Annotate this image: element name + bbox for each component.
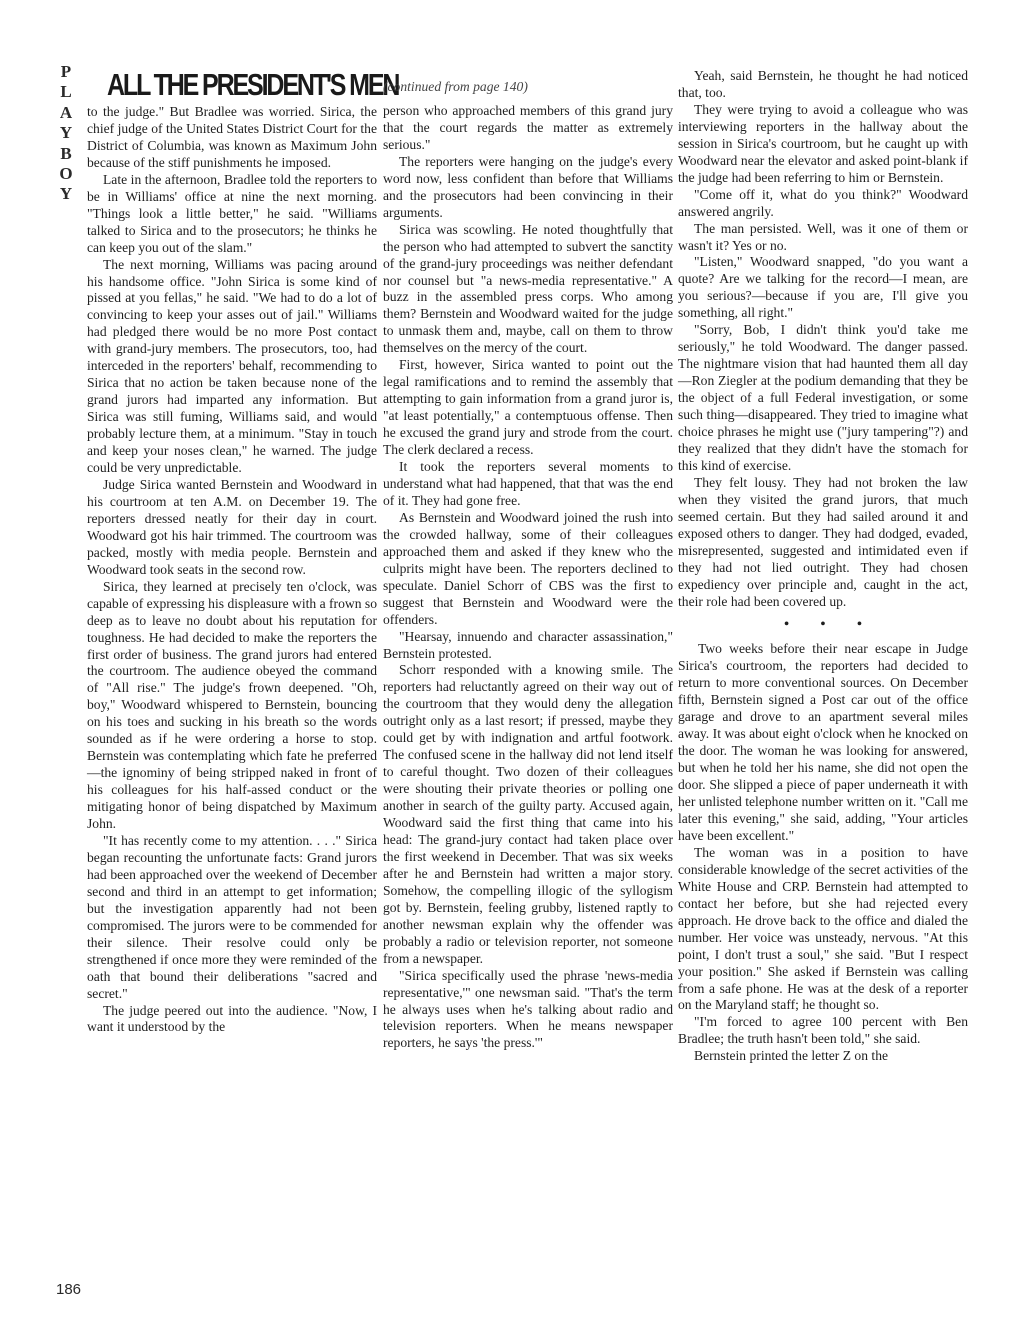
paragraph: "Come off it, what do you think?" Woodward answered angrily. — [678, 186, 968, 219]
paragraph: It took the reporters several moments to understand what had happened, that that was the end of it. They had gone free. — [383, 459, 673, 508]
magazine-letter: O — [59, 164, 73, 184]
paragraph: to the judge." But Bradlee was worried. Sirica, the chief judge of the United States District Court for the District of Columbia, was known as Maximum John because of the stiff punishments he imposed. — [87, 104, 377, 170]
paragraph: Sirica, they learned at precisely ten o'clock, was capable of expressing his displeasure with a frown so deep as to leave no doubt about his reputation for toughness. He had decided to make the reporters the first order of business. The grand jurors had entered the courtroom. The audience obeyed the command of "All rise." The judge's frown deepened. "Oh, boy," Woodward whispered to Bernstein, bouncing on his toes and sucking in his breath so the words sounded as if he were ordering a horse to stop. Bernstein was contemplating which fate he preferred—the ignominy of being stripped naked in front of his colleagues for his half-assed conduct or the mitigating honor of being dispatched by Maximum John. — [87, 578, 377, 832]
article-column-3 — [678, 68, 968, 1065]
magazine-letter: P — [60, 62, 72, 81]
paragraph: As Bernstein and Woodward joined the rush into the crowded hallway, some of their colleagues approached them and asked if they knew who the culprits might have been. The reporters declined to speculate. Daniel Schorr of CBS was the first to suggest that Bernstein and Woodward were the offenders. — [383, 509, 673, 627]
paragraph: "Sorry, Bob, I didn't think you'd take me seriously," he told Woodward. The danger passed. The nightmare vision that had haunted them all day—Ron Ziegler at the podium demanding that they be the object of a full Federal investigation, or some such thing—disappeared. They tried to imagine what choice phrases he might use ("jury tampering"?) and they realized that they didn't have the stomach for this kind of exercise. — [678, 322, 968, 473]
paragraph: Sirica was scowling. He noted thoughtfully that the person who had attempted to subvert the sanctity of the grand-jury proceedings was neither defendant nor counsel but "a news-media representative." A buzz in the assembled press corps. Who among them? Bernstein and Woodward waited for the judge to unmask them and, maybe, call on them to throw themselves on the mercy of the court. — [383, 221, 673, 356]
paragraph: "Sirica specifically used the phrase 'news-media representative,'" one newsman said. "That's the term he always uses when he's talking about radio and television reporters. When he means newspaper reporters, he says 'the press.'" — [383, 967, 673, 1051]
paragraph: "Listen," Woodward snapped, "do you want a quote? Are we talking for the record—I mean, are you serious?—because if you are, I'll give you something, all right." — [678, 254, 968, 321]
paragraph: The woman was in a position to have considerable knowledge of the secret activities of the White House and CRP. Bernstein had attempted to contact her before, but she had rejected every approach. He drove back to the office and dialed the number. Her voice was unsteady, nervous. "At this point, I don't trust a soul," she said. "But I respect your position." She asked if Bernstein was calling from a safe phone. He was at the desk of a reporter on the Maryland staff; he thought so. — [678, 844, 968, 1013]
paragraph: Judge Sirica wanted Bernstein and Woodward in his courtroom at ten A.M. on December 19. The reporters dressed neatly for their day in court. Woodward got his hair trimmed. The courtroom was packed, mostly with media people. Bernstein and Woodward took seats in the second row. — [87, 476, 377, 577]
paragraph: "I'm forced to agree 100 percent with Ben Bradlee; the truth hasn't been told," she said. — [678, 1014, 968, 1047]
magazine-letter: A — [59, 102, 73, 122]
continued-note: (continued from page 140) — [383, 79, 528, 94]
paragraph: "Hearsay, innuendo and character assassination," Bernstein protested. — [383, 628, 673, 661]
paragraph: The next morning, Williams was pacing around his handsome office. "John Sirica is some kind of pissed at you fellas," he said. "We had to do a lot of convincing to keep your asses out of jail." Williams had pledged there would be no more Post contact with grand-jury members. The prosecutors, too, had interceded in the reporters' behalf, recommending to Sirica that no action be taken because none of the grand jurors had imparted any information. But Sirica was still fuming, Williams said, and would probably lecture them, at a minimum. "Stay in touch and keep your noses clean," he warned. The judge could be very unpredictable. — [87, 256, 377, 476]
section-break: • • • — [784, 616, 876, 632]
magazine-letter: Y — [59, 123, 73, 143]
paragraph: The judge peered out into the audience. "Now, I want it understood by the — [87, 1002, 377, 1035]
paragraph: They felt lousy. They had not broken the law when they visited the grand jurors, that much seemed certain. But they had sailed around it and exposed others to danger. They had dodged, evaded, misrepresented, suggested and intimidated even if they had not lied outright. They had chosen expediency over principle and, caught in the act, their role had been covered up. — [678, 474, 968, 609]
article-column-1 — [87, 68, 399, 1036]
magazine-letter: L — [60, 82, 72, 102]
paragraph: Two weeks before their near escape in Judge Sirica's courtroom, the reporters had decided to return to more conventional sources. On December fifth, Bernstein signed a Post car out of the office garage and drove to an apartment several miles away. It was about eight o'clock when he knocked on the door. The woman he was looking for answered, but when he told her his name, she did not open the door. She slipped a piece of paper underneath it with her unlisted telephone number written on it. "Call me later this evening," she said, adding, "Your articles have been excellent." — [678, 641, 968, 843]
paragraph: Late in the afternoon, Bradlee told the reporters to be in Williams' office at nine the next morning. "Things look a little better," he said. "Williams talked to Sirica and to the prosecutors; he thinks he can keep you out of the slam." — [87, 171, 377, 255]
paragraph: Yeah, said Bernstein, he thought he had noticed that, too. — [678, 68, 968, 100]
magazine-name-vertical — [49, 62, 83, 205]
article-title: ALL THE PRESIDENT'S MEN — [107, 68, 399, 102]
paragraph: The reporters were hanging on the judge's every word now, less confident than before that Williams and the prosecutors had been convincing in their arguments. — [383, 153, 673, 220]
article-column-2 — [383, 68, 673, 1052]
paragraph: person who approached members of this grand jury that the court regards the matter as extremely serious." — [383, 103, 673, 152]
paragraph: First, however, Sirica wanted to point out the legal ramifications and to remind the assembly that attempting to gain information from a grand juror is, "at least potentially," a contemptuous offense. Then he excused the grand jury and strode from the court. The clerk declared a recess. — [383, 357, 673, 458]
paragraph: They were trying to avoid a colleague who was interviewing reporters in the hallway about the session in Sirica's courtroom, but he caught up with Woodward near the elevator and asked point-blank if the judge had been referring to him or Bernstein. — [678, 101, 968, 185]
paragraph: "It has recently come to my attention. . . ." Sirica began recounting the unfortunate facts: Grand jurors had been approached over the weekend of December second and third in an attempt to get information; but the investigation apparently had not been compromised. The jurors were to be commended for their silence. Their resolve could only be strengthened if once more they were reminded of the oath that bound their deliberations "sacred and secret." — [87, 832, 377, 1001]
paragraph: The man persisted. Well, was it one of them or wasn't it? Yes or no. — [678, 220, 968, 253]
magazine-letter: Y — [59, 184, 73, 204]
page-number: 186 — [56, 1281, 82, 1298]
paragraph: Schorr responded with a knowing smile. The reporters had reluctantly agreed on their way out of the courtroom that they would deny the allegation outright only as a last resort; if pressed, maybe they could get by with indignation and artful footwork. The confused scene in the hallway did not lend itself to careful thought. Two dozen of their colleagues were shouting their private theories or polling one another in search of the guilty party. Accused again, Woodward said the first thing that came into his head: The grand-jury contact had taken place over the first weekend in December. That was six weeks after he and Bernstein had written a major story. Somehow, the compelling illogic of the syllogism got by. Bernstein, feeling grubby, listened raptly to another newsman explain why the offender was probably a radio or television reporter, not someone from a newspaper. — [383, 662, 673, 966]
paragraph: Bernstein printed the letter Z on the — [694, 1048, 889, 1064]
magazine-letter: B — [60, 143, 72, 163]
